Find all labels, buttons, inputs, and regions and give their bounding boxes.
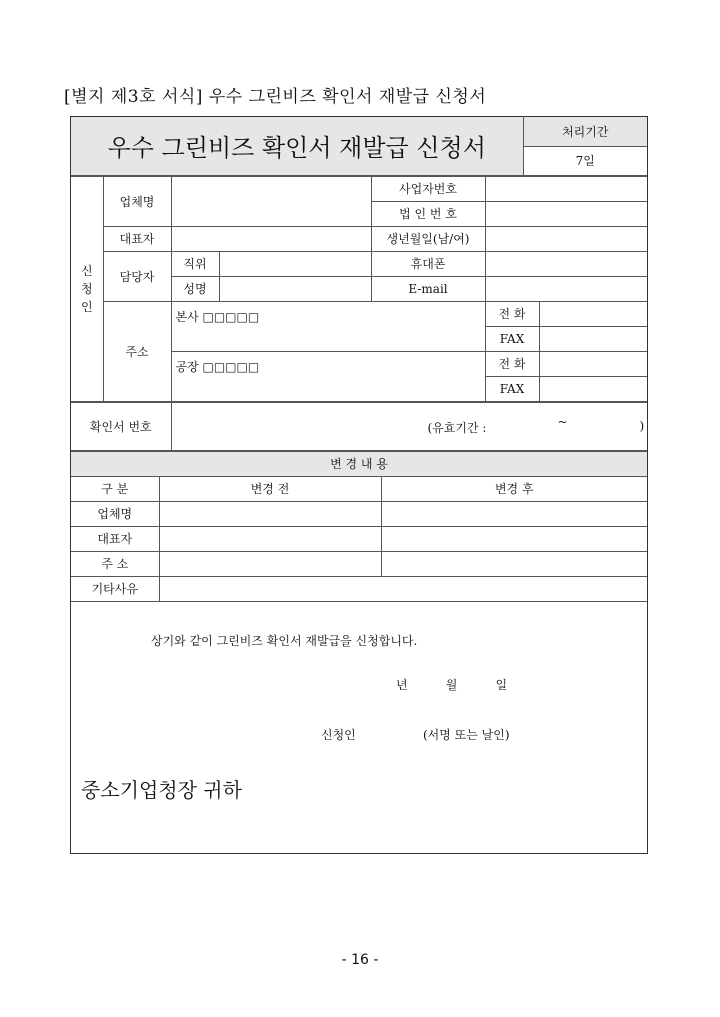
validity-label: (유효기간 : xyxy=(427,420,487,435)
after-representative-field[interactable] xyxy=(381,526,647,551)
signer-label: 신청인 xyxy=(321,727,356,742)
certificate-table xyxy=(71,402,647,451)
after-company-name-field[interactable] xyxy=(381,501,647,526)
representative-label: 대표자 xyxy=(103,226,171,251)
birth-date-field[interactable] xyxy=(485,226,647,251)
hq-phone-field[interactable] xyxy=(539,301,647,326)
processing-period-label: 처리기간 xyxy=(523,117,647,146)
signature-note[interactable]: (서명 또는 날인) xyxy=(423,727,510,742)
title-table xyxy=(71,117,647,176)
business-number-field[interactable] xyxy=(485,176,647,201)
representative-field[interactable] xyxy=(171,226,371,251)
table-row xyxy=(71,551,647,576)
changes-table xyxy=(71,451,647,602)
certificate-number-field[interactable] xyxy=(171,402,647,450)
mobile-field[interactable] xyxy=(485,251,647,276)
name-label: 성명 xyxy=(171,276,219,301)
business-number-label: 사업자번호 xyxy=(371,176,485,201)
page-number: - 16 - xyxy=(341,952,379,968)
before-address-field[interactable] xyxy=(159,551,381,576)
application-form xyxy=(70,116,648,854)
company-name-label: 업체명 xyxy=(103,176,171,226)
factory-phone-label: 전 화 xyxy=(485,351,539,376)
company-name-field[interactable] xyxy=(171,176,371,226)
table-row xyxy=(71,526,647,551)
applicant-group-label: 신 청 인 xyxy=(71,176,103,401)
hq-address-field[interactable] xyxy=(171,301,485,351)
table-row xyxy=(71,576,647,601)
address-label: 주소 xyxy=(103,301,171,401)
validity-close: ) xyxy=(639,418,645,433)
name-field[interactable] xyxy=(219,276,371,301)
birth-date-label: 생년월일(남/여) xyxy=(371,226,485,251)
position-field[interactable] xyxy=(219,251,371,276)
certificate-number-label: 확인서 번호 xyxy=(71,402,171,450)
form-title: 우수 그린비즈 확인서 재발급 신청서 xyxy=(71,117,523,175)
before-company-name-field[interactable] xyxy=(159,501,381,526)
row-representative: 대표자 xyxy=(71,526,159,551)
table-row xyxy=(71,501,647,526)
statement: 상기와 같이 그린비즈 확인서 재발급을 신청합니다. xyxy=(151,633,418,648)
hq-address-label: 본사 □□□□□ xyxy=(175,309,260,324)
row-company-name: 업체명 xyxy=(71,501,159,526)
hq-fax-field[interactable] xyxy=(539,326,647,351)
declaration-area xyxy=(71,602,647,842)
applicant-table xyxy=(71,176,647,402)
validity-tilde: ~ xyxy=(557,414,568,429)
factory-fax-field[interactable] xyxy=(539,376,647,401)
hq-fax-label: FAX xyxy=(485,326,539,351)
col-after: 변경 후 xyxy=(381,476,647,501)
position-label: 직위 xyxy=(171,251,219,276)
factory-fax-label: FAX xyxy=(485,376,539,401)
corporate-number-field[interactable] xyxy=(485,201,647,226)
factory-phone-field[interactable] xyxy=(539,351,647,376)
date-line[interactable]: 년 월 일 xyxy=(396,677,508,692)
before-representative-field[interactable] xyxy=(159,526,381,551)
other-reason-field[interactable] xyxy=(159,576,647,601)
after-address-field[interactable] xyxy=(381,551,647,576)
row-address: 주 소 xyxy=(71,551,159,576)
contact-person-label: 담당자 xyxy=(103,251,171,301)
processing-period-value: 7일 xyxy=(523,146,647,175)
changes-section-title: 변 경 내 용 xyxy=(71,451,647,476)
email-label: E-mail xyxy=(371,276,485,301)
col-before: 변경 전 xyxy=(159,476,381,501)
hq-phone-label: 전 화 xyxy=(485,301,539,326)
form-label: [별지 제3호 서식] 우수 그린비즈 확인서 재발급 신청서 xyxy=(64,87,487,107)
addressee: 중소기업청장 귀하 xyxy=(81,777,242,802)
email-field[interactable] xyxy=(485,276,647,301)
mobile-label: 휴대폰 xyxy=(371,251,485,276)
corporate-number-label: 법 인 번 호 xyxy=(371,201,485,226)
row-other-reason: 기타사유 xyxy=(71,576,159,601)
factory-address-field[interactable] xyxy=(171,351,485,401)
factory-address-label: 공장 □□□□□ xyxy=(175,359,260,374)
col-category: 구 분 xyxy=(71,476,159,501)
